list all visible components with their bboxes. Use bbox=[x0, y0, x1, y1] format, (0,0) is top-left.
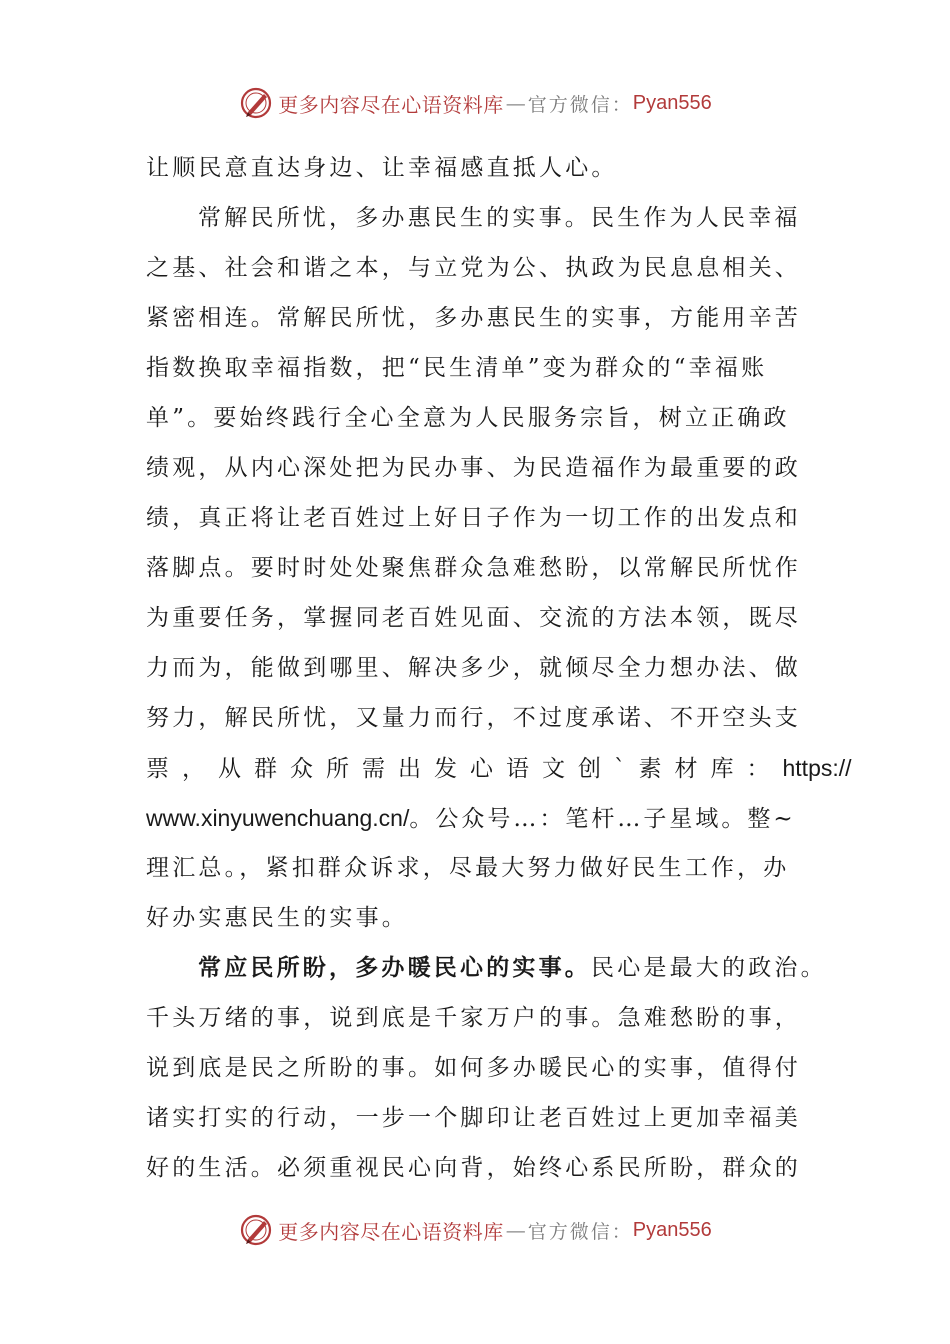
wechat-id: Pyan556 bbox=[632, 91, 712, 114]
pen-logo-icon bbox=[238, 1212, 274, 1248]
brand-text: 更多内容尽在心语资料库 bbox=[278, 1219, 504, 1244]
text-line: 为重要任务，掌握同老百姓见面、交流的方法本领，既尽 bbox=[146, 605, 801, 631]
wechat-label: 官方微信： bbox=[527, 93, 633, 116]
text-line: 紧密相连。常解民所忧，多办惠民生的实事，方能用辛苦 bbox=[146, 305, 801, 331]
text-line: 说到底是民之所盼的事。如何多办暖民心的实事，值得付 bbox=[146, 1055, 801, 1081]
footer-watermark-banner bbox=[0, 1208, 950, 1252]
text-segment: 。公众号…：笔杆…子星域。整~ bbox=[409, 806, 796, 832]
paragraph-start-line bbox=[146, 943, 826, 993]
document-body bbox=[146, 143, 852, 1193]
text-line: 理汇总。，紧扣群众诉求，尽最大努力做好民生工作，办 bbox=[146, 855, 790, 881]
brand-text: 更多内容尽在心语资料库 bbox=[278, 92, 504, 117]
banner-dash: — bbox=[505, 91, 526, 115]
text-line: 指数换取幸福指数，把“民生清单”变为群众的“幸福账 bbox=[146, 355, 768, 381]
header-watermark-banner bbox=[0, 81, 950, 125]
text-line: 好的生活。必须重视民心向背，始终心系民所盼，群众的 bbox=[146, 1155, 801, 1181]
pen-logo-icon bbox=[238, 85, 274, 121]
text-line: 力而为，能做到哪里、解决多少，就倾尽全力想办法、做 bbox=[146, 655, 801, 681]
text-segment: 民心是最大的政治。 bbox=[591, 955, 827, 981]
banner-dash: — bbox=[505, 1218, 526, 1242]
url-segment: www.xinyuwenchuang.cn/ bbox=[146, 805, 410, 831]
text-line: 绩，真正将让老百姓过上好日子作为一切工作的出发点和 bbox=[146, 505, 801, 531]
wechat-id: Pyan556 bbox=[632, 1218, 712, 1241]
text-line: 绩观，从内心深处把为民办事、为民造福作为最重要的政 bbox=[146, 455, 801, 481]
text-line: 落脚点。要时时处处聚焦群众急难愁盼，以常解民所忧作 bbox=[146, 555, 801, 581]
text-line-with-url bbox=[146, 793, 826, 843]
text-line: 让顺民意直达身边、让幸福感直抵人心。 bbox=[146, 155, 618, 181]
paragraph-start-line: 常解民所忧，多办惠民生的实事。民生作为人民幸福 bbox=[198, 205, 801, 231]
text-line: 努力，解民所忧，又量力而行，不过度承诺、不开空头支 bbox=[146, 705, 801, 731]
text-line: 好办实惠民生的实事。 bbox=[146, 905, 408, 931]
paragraph-heading: 常应民所盼，多办暖民心的实事。 bbox=[198, 954, 591, 981]
text-segment: 票，从群众所需出发心语文创`素材库： bbox=[146, 756, 783, 782]
wechat-label: 官方微信： bbox=[527, 1220, 633, 1243]
text-line: 千头万绪的事，说到底是千家万户的事。急难愁盼的事， bbox=[146, 1005, 801, 1031]
text-line: 单”。要始终践行全心全意为人民服务宗旨，树立正确政 bbox=[146, 405, 790, 431]
text-line: 之基、社会和谐之本，与立党为公、执政为民息息相关、 bbox=[146, 255, 801, 281]
text-line: 诸实打实的行动，一步一个脚印让老百姓过上更加幸福美 bbox=[146, 1105, 801, 1131]
url-segment: https:// bbox=[782, 755, 852, 781]
text-line-with-url bbox=[146, 743, 852, 793]
